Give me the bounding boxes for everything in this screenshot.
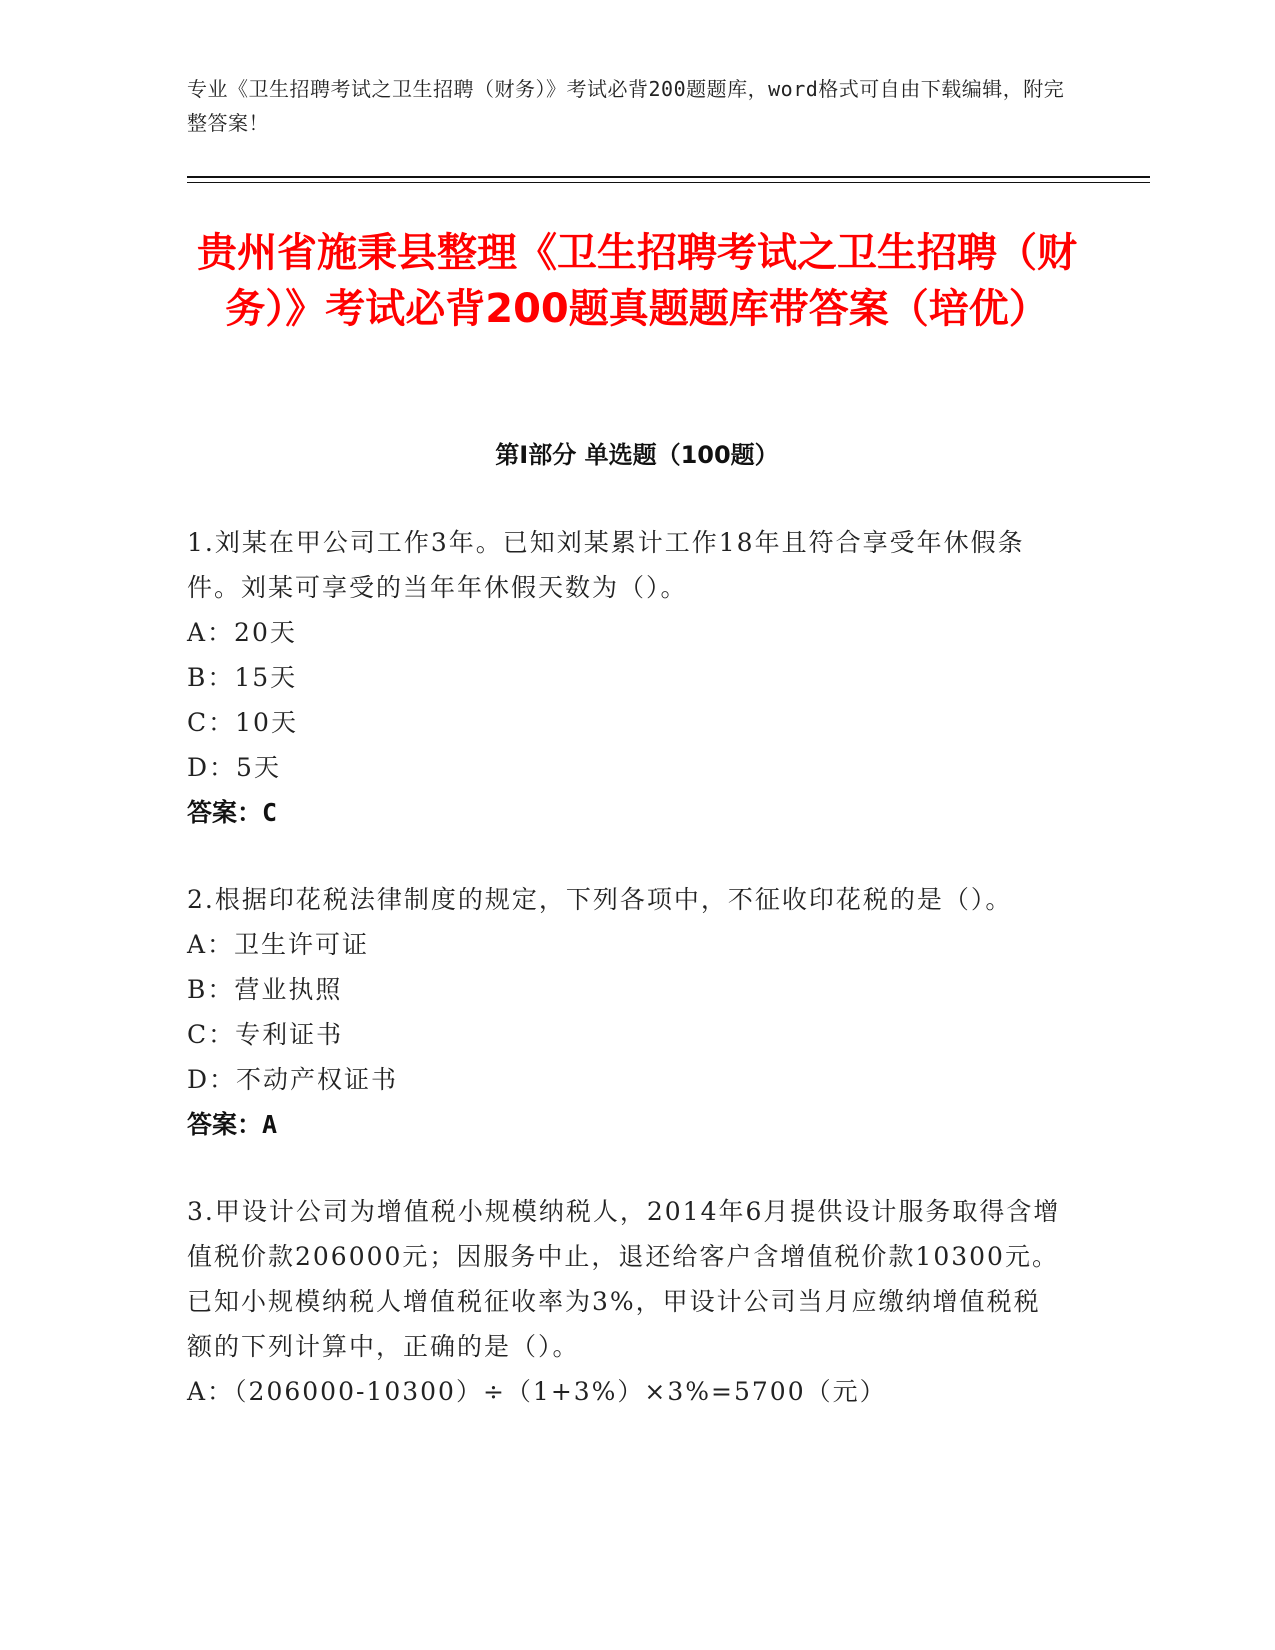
question-text: 2.根据印花税法律制度的规定，下列各项中，不征收印花税的是（）。 (187, 885, 1013, 914)
question-text: 3.甲设计公司为增值税小规模纳税人，2014年6月提供设计服务取得含增值税价款206000元；因服务中止，退还给客户含增值税价款10300元。已知小规模纳税人增值税征收率为3%，甲设计公司当月应缴纳增值税税额的下列计算中，正确的是（）。 (187, 1197, 1061, 1361)
header-rule-thin (187, 182, 1150, 183)
header-rule-thick (187, 176, 1150, 178)
option-b: B：15天 (187, 663, 298, 692)
question-list (187, 520, 1067, 1456)
option-a: A：（206000-10300）÷（1+3%）×3%=5700（元） (187, 1377, 887, 1406)
option-a: A：20天 (187, 618, 297, 647)
question-2 (187, 877, 1067, 1147)
question-3 (187, 1189, 1067, 1414)
question-1 (187, 520, 1067, 835)
answer: 答案：C (187, 798, 278, 827)
option-a: A：卫生许可证 (187, 930, 370, 959)
option-d: D：不动产权证书 (187, 1065, 399, 1094)
answer: 答案：A (187, 1110, 278, 1139)
section-heading: 第Ⅰ部分 单选题（100题） (495, 441, 779, 469)
header-note: 专业《卫生招聘考试之卫生招聘（财务）》考试必背200题题库，word格式可自由下载编辑，附完整答案！ (187, 77, 1065, 135)
question-text: 1.刘某在甲公司工作3年。已知刘某累计工作18年且符合享受年休假条件。刘某可享受的当年年休假天数为（）。 (187, 528, 1025, 602)
option-b: B：营业执照 (187, 975, 343, 1004)
option-c: C：专利证书 (187, 1020, 344, 1049)
option-c: C：10天 (187, 708, 298, 737)
option-d: D：5天 (187, 753, 281, 782)
document-title: 贵州省施秉县整理《卫生招聘考试之卫生招聘（财务）》考试必背200题真题题库带答案（培优） (197, 230, 1077, 332)
